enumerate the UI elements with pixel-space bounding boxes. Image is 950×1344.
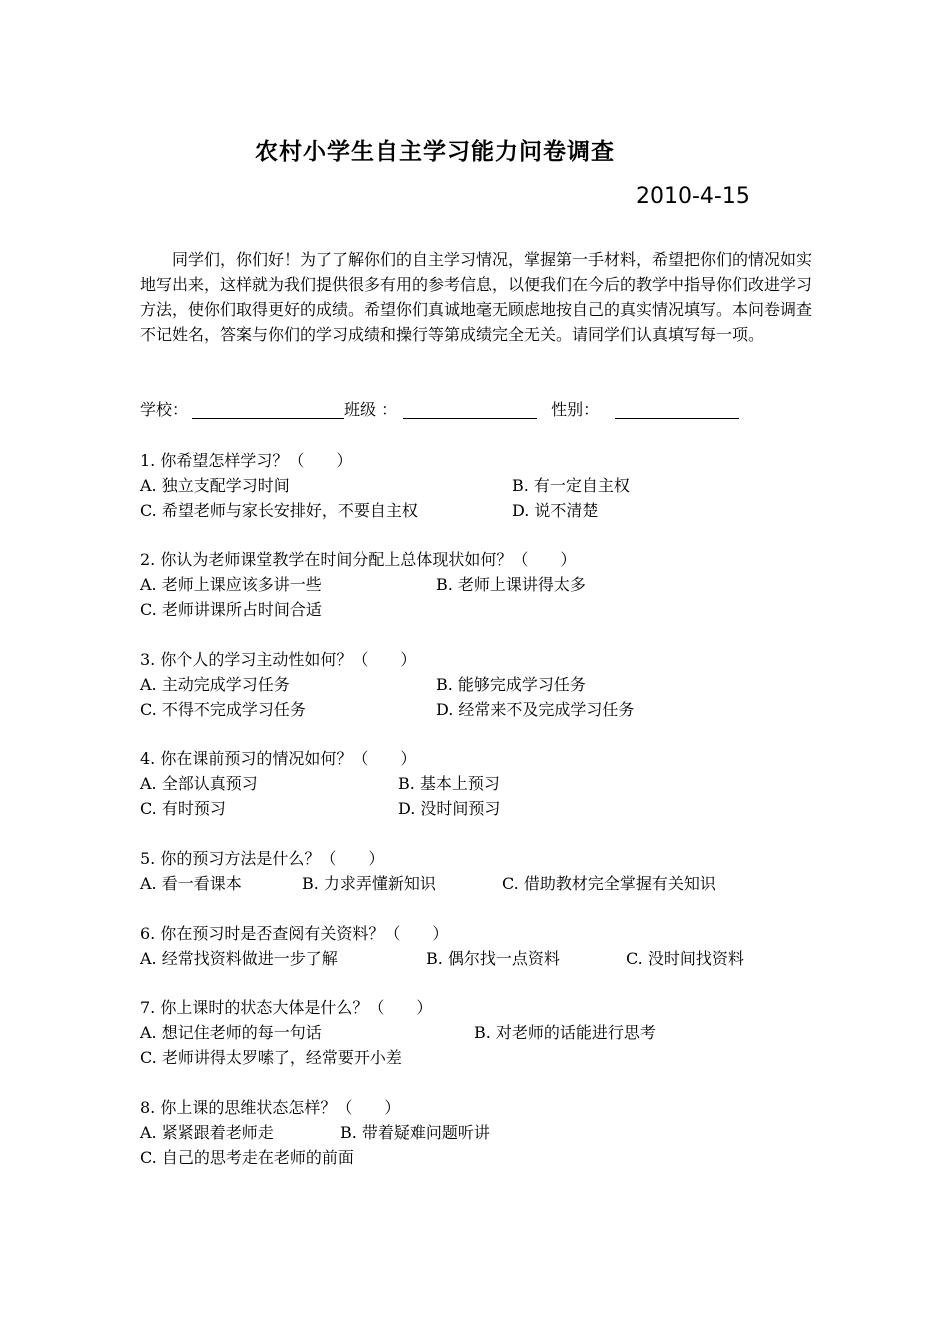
question-text: 5. 你的预习方法是什么？（ ） <box>140 849 385 868</box>
option-b[interactable]: B. 偶尔找一点资料 <box>426 949 560 968</box>
class-blank[interactable] <box>403 400 537 419</box>
option-b[interactable]: B. 对老师的话能进行思考 <box>474 1023 656 1042</box>
school-label: 学校： <box>140 400 189 419</box>
option-c[interactable]: C. 不得不完成学习任务 <box>140 700 306 719</box>
question-text: 4. 你在课前预习的情况如何？（ ） <box>140 749 417 768</box>
option-b[interactable]: B. 老师上课讲得太多 <box>436 575 586 594</box>
question-5 <box>140 846 716 896</box>
question-text: 8. 你上课的思维状态怎样？（ ） <box>140 1098 401 1117</box>
document-title: 农村小学生自主学习能力问卷调查 <box>255 139 615 165</box>
option-a[interactable]: A. 紧紧跟着老师走 <box>140 1123 274 1142</box>
option-c[interactable]: C. 老师讲得太罗嗦了，经常要开小差 <box>140 1048 402 1067</box>
option-b[interactable]: B. 力求弄懂新知识 <box>302 874 436 893</box>
option-a[interactable]: A. 老师上课应该多讲一些 <box>140 575 322 594</box>
option-c[interactable]: C. 有时预习 <box>140 799 226 818</box>
option-d[interactable]: D. 经常来不及完成学习任务 <box>436 700 635 719</box>
document-date: 2010-4-15 <box>636 184 750 209</box>
gender-blank[interactable] <box>615 400 739 419</box>
school-blank[interactable] <box>192 400 344 419</box>
option-c[interactable]: C. 没时间找资料 <box>626 949 744 968</box>
option-c[interactable]: C. 借助教材完全掌握有关知识 <box>502 874 716 893</box>
class-label: 班级 ： <box>344 400 398 419</box>
option-b[interactable]: B. 带着疑难问题听讲 <box>340 1123 490 1142</box>
option-b[interactable]: B. 能够完成学习任务 <box>436 675 586 694</box>
option-b[interactable]: B. 有一定自主权 <box>512 476 630 495</box>
gender-label: 性别： <box>551 400 600 419</box>
student-info-line <box>140 398 739 422</box>
option-c[interactable]: C. 希望老师与家长安排好，不要自主权 <box>140 501 418 520</box>
question-1 <box>140 448 630 523</box>
question-8 <box>140 1095 490 1170</box>
option-d[interactable]: D. 没时间预习 <box>398 799 501 818</box>
question-4 <box>140 746 501 821</box>
question-text: 2. 你认为老师课堂教学在时间分配上总体现状如何？（ ） <box>140 550 577 569</box>
option-a[interactable]: A. 看一看课本 <box>140 874 242 893</box>
question-7 <box>140 995 656 1070</box>
question-3 <box>140 647 635 722</box>
option-a[interactable]: A. 全部认真预习 <box>140 774 258 793</box>
intro-paragraph: 同学们，你们好！为了了解你们的自主学习情况，掌握第一手材料，希望把你们的情况如实地写出来，这样就为我们提供很多有用的参考信息，以便我们在今后的教学中指导你们改进学习方法，使你们取得更好的成绩。希望你们真诚地毫无顾虑地按自己的真实情况填写。本问卷调查不记姓名，答案与你们的学习成绩和操行等第成绩完全无关。请同学们认真填写每一项。 <box>140 250 813 344</box>
option-d[interactable]: D. 说不清楚 <box>512 501 599 520</box>
option-c[interactable]: C. 自己的思考走在老师的前面 <box>140 1148 354 1167</box>
option-a[interactable]: A. 想记住老师的每一句话 <box>140 1023 322 1042</box>
question-text: 1. 你希望怎样学习？（ ） <box>140 451 353 470</box>
option-a[interactable]: A. 经常找资料做进一步了解 <box>140 949 338 968</box>
question-text: 6. 你在预习时是否查阅有关资料？（ ） <box>140 924 449 943</box>
question-text: 3. 你个人的学习主动性如何？（ ） <box>140 650 417 669</box>
option-c[interactable]: C. 老师讲课所占时间合适 <box>140 600 322 619</box>
question-6 <box>140 921 744 971</box>
question-text: 7. 你上课时的状态大体是什么？（ ） <box>140 998 433 1017</box>
question-2 <box>140 547 586 622</box>
option-a[interactable]: A. 独立支配学习时间 <box>140 476 290 495</box>
option-b[interactable]: B. 基本上预习 <box>398 774 500 793</box>
option-a[interactable]: A. 主动完成学习任务 <box>140 675 290 694</box>
